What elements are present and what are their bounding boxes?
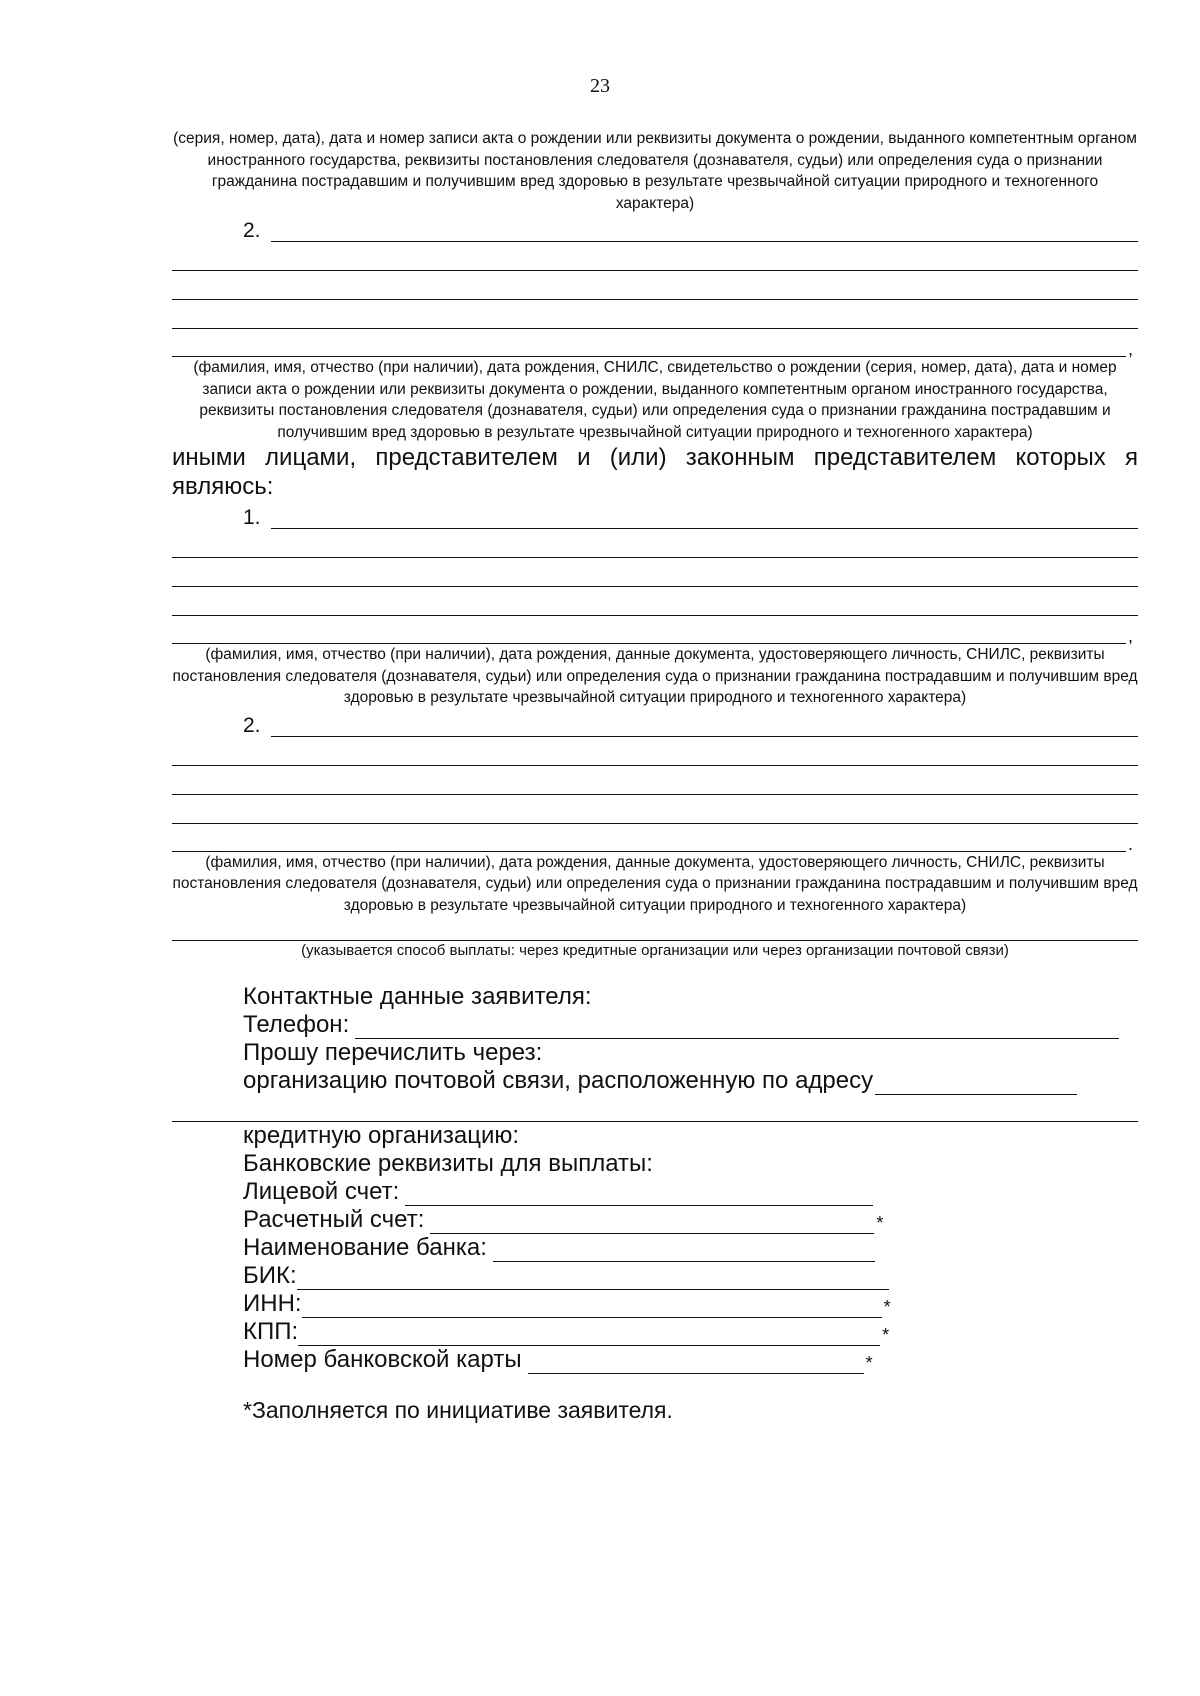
blank-field[interactable]	[271, 221, 1138, 242]
transfer-row	[243, 1039, 1138, 1067]
postal-label: организацию почтовой связи, расположенную по адресу	[243, 1067, 874, 1094]
bik-row	[243, 1262, 1138, 1290]
blank-field[interactable]	[172, 300, 1138, 329]
postal-address-field-2[interactable]	[172, 1095, 1138, 1122]
asterisk: *	[865, 1353, 873, 1373]
kpp-field[interactable]	[298, 1323, 880, 1346]
caption-payment: (указывается способ выплаты: через кредитные организации или через организации почтовой связи)	[301, 942, 1009, 959]
contacts-title	[243, 983, 1138, 1011]
other-persons-text-1: иными лицами, представителем и (или) законным представителем которых я	[172, 444, 1138, 471]
asterisk: *	[882, 1325, 890, 1345]
bank-details-label: Банковские реквизиты для выплаты:	[243, 1150, 653, 1177]
settlement-account-label: Расчетный счет:	[243, 1206, 425, 1233]
blank-field[interactable]	[172, 795, 1138, 824]
kpp-row	[243, 1318, 1138, 1346]
contacts-section	[172, 983, 1138, 1095]
blank-field[interactable]	[271, 716, 1138, 737]
payment-method-field[interactable]	[172, 916, 1138, 941]
blank-field[interactable]	[172, 558, 1138, 587]
blank-field[interactable]	[172, 271, 1138, 300]
bank-name-label: Наименование банка:	[243, 1234, 487, 1261]
blank-field[interactable]	[271, 508, 1138, 529]
child-2-line	[172, 214, 1138, 242]
blank-field[interactable]	[172, 587, 1138, 616]
phone-label: Телефон:	[243, 1011, 350, 1038]
other-persons-text-2: являюсь:	[172, 473, 274, 500]
bank-details-row	[243, 1150, 1138, 1178]
postal-row	[243, 1067, 1138, 1095]
caption-person-1: (фамилия, имя, отчество (при наличии), дата рождения, данные документа, удостоверяющего личность, СНИЛС, реквизиты постановления следователя (дознавателя, судьи) или определения суда о признании гражданина пострадавшим и получившим вред здоровью в результате чрезвычайной ситуации природного и техногенного характера)	[172, 646, 1138, 706]
inn-field[interactable]	[302, 1295, 882, 1318]
phone-field[interactable]	[355, 1016, 1119, 1039]
personal-account-field[interactable]	[405, 1183, 873, 1206]
footnote-row	[243, 1396, 1138, 1424]
blank-field[interactable]	[172, 825, 1126, 852]
person-1-line	[172, 501, 1138, 529]
contacts-title-text: Контактные данные заявителя:	[243, 983, 592, 1010]
blank-field[interactable]	[172, 737, 1138, 766]
kpp-label: КПП:	[243, 1318, 299, 1345]
blank-field[interactable]	[172, 529, 1138, 558]
asterisk: *	[876, 1213, 884, 1233]
card-number-field[interactable]	[528, 1351, 864, 1374]
item-number: 1.	[243, 506, 261, 529]
caption-top: (серия, номер, дата), дата и номер записи акта о рождении или реквизиты документа о рождении, выданного компетентным органом иностранного государства, реквизиты постановления следователя (дознавателя, судьи) или определения суда о признании гражданина пострадавшим и получившим вред здоровью в результате чрезвычайной ситуации природного и техногенного характера)	[173, 130, 1137, 212]
credit-label: кредитную организацию:	[243, 1122, 520, 1149]
blank-field[interactable]	[172, 766, 1138, 795]
bik-label: БИК:	[243, 1262, 297, 1289]
inn-row	[243, 1290, 1138, 1318]
inn-label: ИНН:	[243, 1290, 302, 1317]
page-number: 23	[590, 75, 610, 97]
bik-field[interactable]	[297, 1267, 889, 1290]
blank-field-end	[172, 824, 1138, 852]
settlement-account-row	[243, 1206, 1138, 1234]
blank-field-end	[172, 616, 1138, 644]
item-number: 2.	[243, 219, 261, 242]
transfer-label: Прошу перечислить через:	[243, 1039, 543, 1066]
blank-field[interactable]	[172, 242, 1138, 271]
footnote: *Заполняется по инициативе заявителя.	[243, 1397, 673, 1423]
form-content	[172, 128, 1138, 1424]
bank-section	[172, 1122, 1138, 1424]
item-number: 2.	[243, 713, 261, 737]
postal-address-field[interactable]	[875, 1072, 1077, 1095]
bank-name-row	[243, 1234, 1138, 1262]
person-2-line	[172, 709, 1138, 737]
asterisk: *	[883, 1297, 891, 1317]
phone-row	[243, 1011, 1138, 1039]
period: .	[1128, 833, 1134, 854]
blank-field[interactable]	[172, 617, 1126, 644]
card-number-label: Номер банковской карты	[243, 1346, 522, 1373]
blank-field[interactable]	[172, 330, 1126, 357]
personal-account-row	[243, 1178, 1138, 1206]
credit-row	[243, 1122, 1138, 1150]
personal-account-label: Лицевой счет:	[243, 1178, 400, 1205]
bank-name-field[interactable]	[493, 1239, 875, 1262]
blank-field-end	[172, 329, 1138, 357]
caption-child: (фамилия, имя, отчество (при наличии), дата рождения, СНИЛС, свидетельство о рождении (серия, номер, дата), дата и номер записи акта о рождении или реквизиты документа о рождении, выданного компетентным органом иностранного государства, реквизиты постановления следователя (дознавателя, судьи) или определения суда о признании гражданина пострадавшим и получившим вред здоровью в результате чрезвычайной ситуации природного и техногенного характера)	[193, 359, 1117, 441]
settlement-account-field[interactable]	[430, 1211, 874, 1234]
comma: ,	[1128, 626, 1134, 646]
comma: ,	[1128, 339, 1134, 359]
caption-person-2: (фамилия, имя, отчество (при наличии), дата рождения, данные документа, удостоверяющего личность, СНИЛС, реквизиты постановления следователя (дознавателя, судьи) или определения суда о признании гражданина пострадавшим и получившим вред здоровью в результате чрезвычайной ситуации природного и техногенного характера)	[172, 853, 1138, 914]
card-number-row	[243, 1346, 1138, 1374]
